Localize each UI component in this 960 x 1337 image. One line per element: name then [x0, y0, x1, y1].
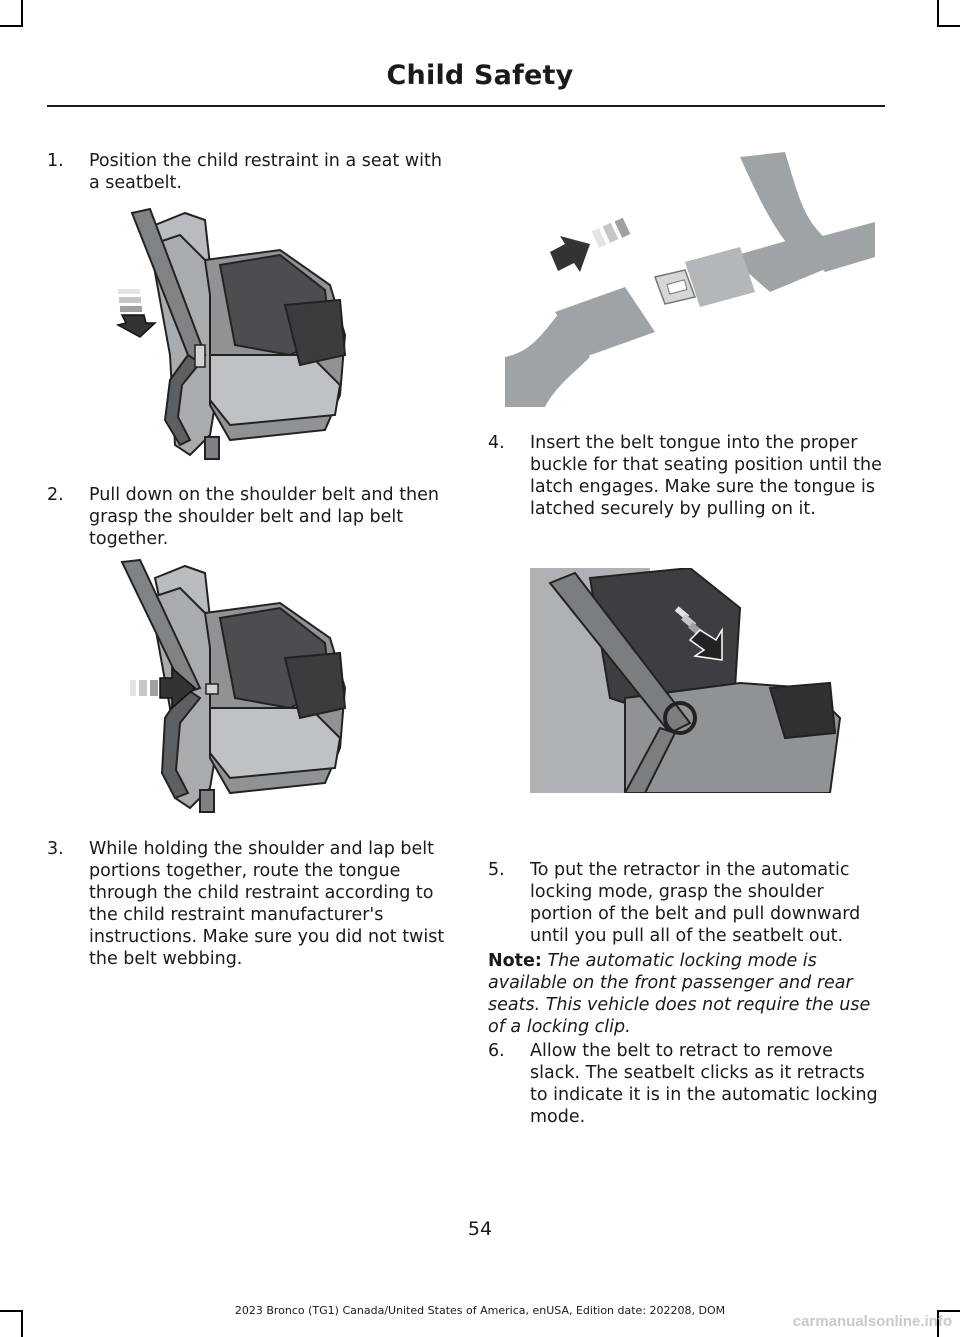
note-paragraph [488, 950, 883, 1038]
note-label: Note: [488, 951, 542, 971]
step-number: 2. [47, 485, 64, 505]
page-number: 54 [467, 1218, 493, 1240]
step-text: Pull down on the shoulder belt and then grasp the shoulder belt and lap belt together. [89, 485, 440, 549]
edition-footer: 2023 Bronco (TG1) Canada/United States of America, enUSA, Edition date: 202208, DOM [234, 1304, 726, 1317]
crop-mark [938, 25, 960, 27]
step-number: 3. [47, 839, 64, 859]
child-seat-illustration [110, 205, 350, 465]
step-text: While holding the shoulder and lap belt portions together, route the tongue through the child restraint according to the child restraint manufacturer's instructions. Make sure you did not twist the belt webbing. [89, 839, 445, 969]
step-text: Allow the belt to retract to remove slack. The seatbelt clicks as it retracts to indicate it is in the automatic locking mode. [530, 1041, 878, 1127]
seatbelt-buckle-illustration [500, 152, 875, 407]
header-divider [47, 105, 885, 107]
watermark: carmanualsonline.info [792, 1313, 952, 1330]
step-number: 6. [488, 1041, 505, 1061]
note-text: The automatic locking mode is available on the front passenger and rear seats. This vehicle does not require the use of a locking clip. [488, 951, 871, 1037]
step-number: 4. [488, 433, 505, 453]
step-text: Position the child restraint in a seat with a seatbelt. [89, 151, 442, 193]
crop-mark [0, 25, 22, 27]
crop-mark [937, 0, 939, 27]
step-number: 5. [488, 860, 505, 880]
crop-mark [21, 0, 23, 27]
step-number: 1. [47, 151, 64, 171]
step-text: To put the retractor in the automatic locking mode, grasp the shoulder portion of the belt and pull downward until you pull all of the seatbelt out. [530, 860, 861, 946]
step-text: Insert the belt tongue into the proper buckle for that seating position until the latch engages. Make sure the tongue is latched securely by pulling on it. [530, 433, 882, 519]
locking-mode-illustration [530, 568, 845, 793]
child-seat-illustration [110, 558, 350, 818]
page-title: Child Safety [386, 60, 574, 91]
